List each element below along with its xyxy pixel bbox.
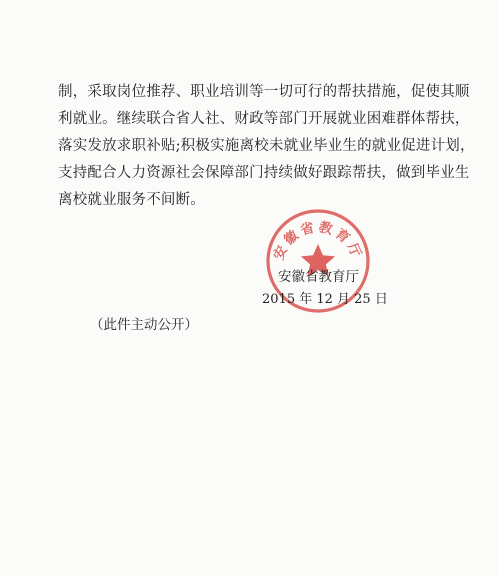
body-line: 制，采取岗位推荐、职业培训等一切可行的帮扶措施，促使其顺 bbox=[58, 84, 470, 100]
disclosure-note: （此件主动公开） bbox=[90, 317, 198, 333]
body-line: 利就业。继续联合省人社、财政等部门开展就业困难群体帮扶， bbox=[58, 111, 470, 127]
body-line: 离校就业服务不间断。 bbox=[58, 192, 205, 208]
body-line: 支持配合人力资源社会保障部门持续做好跟踪帮扶，做到毕业生 bbox=[58, 165, 470, 181]
seal-text: 安徽省教育厅 bbox=[270, 219, 366, 263]
signature-date: 2015 年 12 月 25 日 bbox=[262, 292, 388, 307]
body-text bbox=[58, 79, 475, 214]
signature-org: 安徽省教育厅 bbox=[278, 269, 359, 285]
body-line: 落实发放求职补贴;积极实施离校未就业毕业生的就业促进计划， bbox=[58, 138, 475, 154]
